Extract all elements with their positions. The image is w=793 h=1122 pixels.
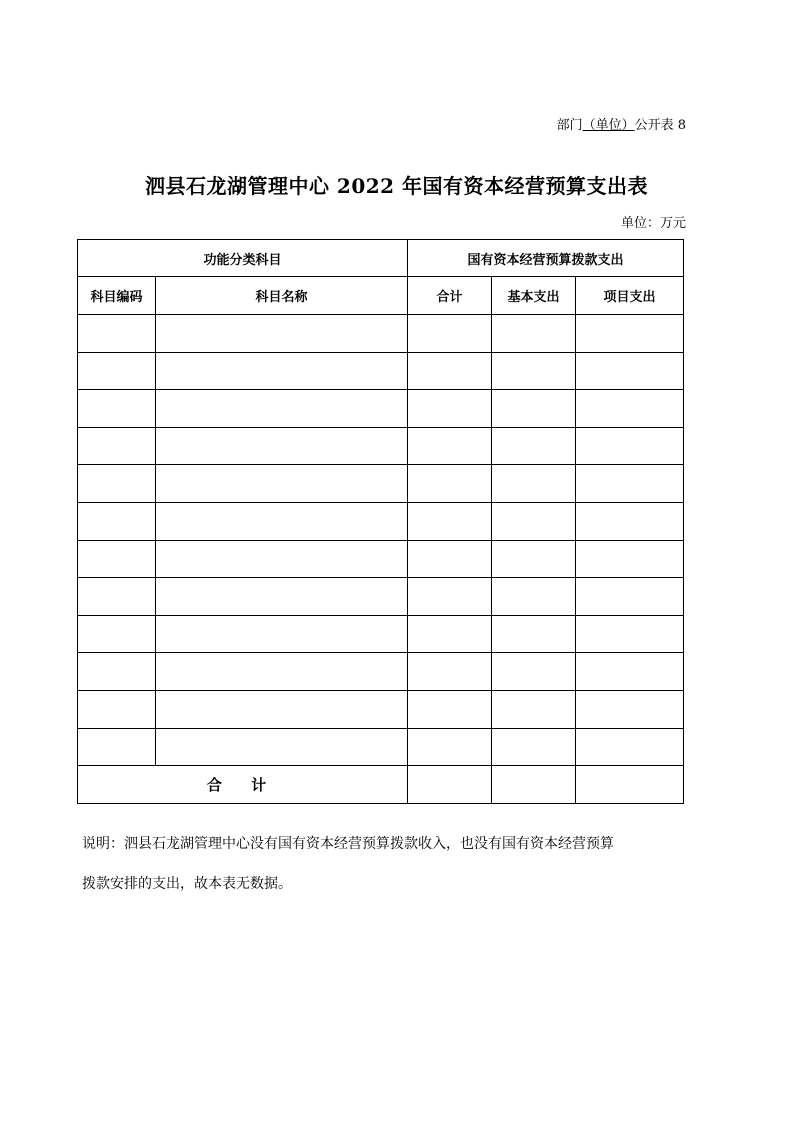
table-cell <box>576 390 684 428</box>
group-header-row <box>78 240 684 277</box>
column-header-code: 科目编码 <box>78 277 156 315</box>
table-cell <box>156 502 408 540</box>
table-cell <box>78 390 156 428</box>
form-unit: （单位） <box>582 118 635 133</box>
table-row <box>78 578 684 616</box>
table-cell <box>156 728 408 766</box>
page-title: 泗县石龙湖管理中心 2022 年国有资本经营预算支出表 <box>144 174 649 198</box>
table-cell <box>408 578 492 616</box>
total-row <box>78 766 684 804</box>
table-cell <box>576 540 684 578</box>
table-cell <box>408 427 492 465</box>
table-cell <box>78 502 156 540</box>
note-line-2: 拨款安排的支出，故本表无数据。 <box>82 876 292 892</box>
table-row <box>78 540 684 578</box>
table-cell <box>156 352 408 390</box>
table-cell <box>576 352 684 390</box>
table-cell <box>492 502 576 540</box>
form-number-label <box>557 114 686 133</box>
table-cell <box>492 465 576 503</box>
table-cell <box>408 690 492 728</box>
group-header-functional: 功能分类科目 <box>78 240 408 277</box>
table-cell <box>78 352 156 390</box>
budget-table <box>77 239 684 804</box>
table-cell <box>408 390 492 428</box>
table-cell <box>492 653 576 691</box>
table-cell <box>576 615 684 653</box>
table-cell <box>408 653 492 691</box>
form-suffix: 公开表 8 <box>634 118 686 133</box>
form-prefix: 部门 <box>556 118 583 133</box>
table-row <box>78 427 684 465</box>
table-cell <box>156 540 408 578</box>
unit-label: 单位：万元 <box>620 216 686 231</box>
table-cell <box>576 728 684 766</box>
table-cell <box>78 578 156 616</box>
table-cell <box>78 690 156 728</box>
table-cell <box>408 315 492 353</box>
table-cell <box>576 653 684 691</box>
note-line-1: 说明：泗县石龙湖管理中心没有国有资本经营预算拨款收入，也没有国有资本经营预算 <box>82 836 614 852</box>
table-cell <box>576 465 684 503</box>
table-cell <box>78 427 156 465</box>
table-cell <box>156 465 408 503</box>
table-cell <box>408 502 492 540</box>
column-header-total: 合计 <box>408 277 492 315</box>
table-cell <box>78 465 156 503</box>
table-row <box>78 615 684 653</box>
column-header-project: 项目支出 <box>576 277 684 315</box>
table-cell <box>492 315 576 353</box>
table-row <box>78 728 684 766</box>
column-header-row <box>78 277 684 315</box>
table-cell <box>156 690 408 728</box>
table-cell <box>576 690 684 728</box>
table-row <box>78 690 684 728</box>
column-header-name: 科目名称 <box>156 277 408 315</box>
table-cell <box>576 502 684 540</box>
column-header-basic: 基本支出 <box>492 277 576 315</box>
table-cell <box>156 615 408 653</box>
table-row <box>78 502 684 540</box>
table-cell <box>576 427 684 465</box>
table-row <box>78 352 684 390</box>
table-cell <box>78 315 156 353</box>
table-cell <box>156 315 408 353</box>
table-cell <box>78 728 156 766</box>
table-cell <box>156 578 408 616</box>
table-cell <box>408 728 492 766</box>
table-cell <box>156 653 408 691</box>
table-cell <box>576 315 684 353</box>
table-cell <box>156 427 408 465</box>
table-cell <box>408 465 492 503</box>
total-cell <box>408 766 492 804</box>
table-row <box>78 653 684 691</box>
table-row <box>78 465 684 503</box>
table-cell <box>156 390 408 428</box>
table-cell <box>492 690 576 728</box>
table-cell <box>492 390 576 428</box>
explanation-note <box>82 824 702 904</box>
table-cell <box>78 653 156 691</box>
table-cell <box>408 615 492 653</box>
table-cell <box>492 352 576 390</box>
table-row <box>78 390 684 428</box>
table-cell <box>492 615 576 653</box>
total-label: 合 计 <box>78 766 408 804</box>
table-cell <box>408 540 492 578</box>
total-cell <box>576 766 684 804</box>
table-cell <box>492 728 576 766</box>
table-cell <box>78 540 156 578</box>
table-cell <box>408 352 492 390</box>
table-cell <box>576 578 684 616</box>
table-cell <box>492 540 576 578</box>
total-cell <box>492 766 576 804</box>
group-header-state-capital: 国有资本经营预算拨款支出 <box>408 240 684 277</box>
table-row <box>78 315 684 353</box>
table-cell <box>492 427 576 465</box>
table-cell <box>78 615 156 653</box>
table-cell <box>492 578 576 616</box>
